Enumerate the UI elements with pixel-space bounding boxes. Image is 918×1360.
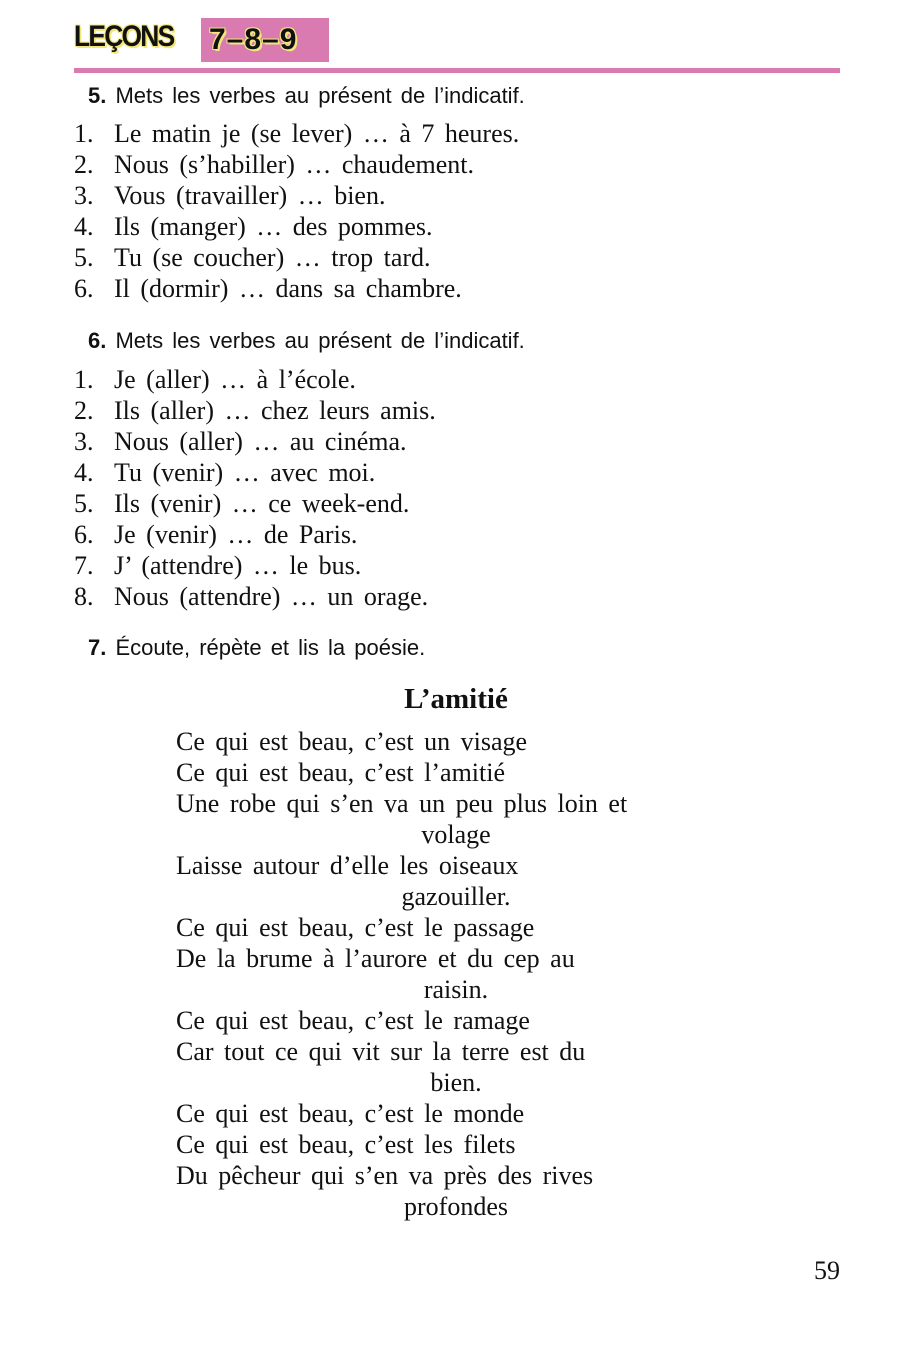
item-text: Ils (venir) … ce week-end. [114, 489, 410, 518]
list-item [74, 426, 436, 457]
header-divider [74, 68, 840, 73]
list-item [74, 519, 436, 550]
exercise-5-text: Mets les verbes au présent de l’indicatif. [115, 83, 525, 108]
list-item [74, 581, 436, 612]
item-number: 2. [74, 150, 94, 179]
page-number: 59 [814, 1256, 840, 1285]
list-item [74, 550, 436, 581]
lesson-numbers: 7–8–9 [209, 23, 298, 56]
item-number: 4. [74, 212, 94, 241]
list-item [74, 488, 436, 519]
item-number: 1. [74, 119, 94, 148]
poem-line: profondes [404, 1192, 508, 1221]
item-text: Il (dormir) … dans sa chambre. [114, 274, 462, 303]
poem-line: Ce qui est beau, c’est le monde [176, 1099, 525, 1128]
exercise-6-number: 6. [88, 328, 107, 353]
item-number: 6. [74, 274, 94, 303]
item-text: Nous (s’habiller) … chaudement. [114, 150, 475, 179]
list-item [74, 273, 519, 304]
item-number: 5. [74, 489, 94, 518]
poem-line: bien. [430, 1068, 482, 1097]
item-text: Nous (aller) … au cinéma. [114, 427, 407, 456]
item-text: Je (venir) … de Paris. [114, 520, 358, 549]
poem-line: Ce qui est beau, c’est un visage [176, 727, 528, 756]
exercise-6-instruction [88, 328, 525, 354]
poem-body [176, 726, 736, 1222]
exercise-7-instruction [88, 635, 425, 661]
list-item [74, 211, 519, 242]
item-text: Tu (se coucher) … trop tard. [114, 243, 431, 272]
poem-line: volage [421, 820, 491, 849]
item-text: Le matin je (se lever) … à 7 heures. [114, 119, 520, 148]
lesson-number-badge [201, 18, 329, 62]
poem-title: L’amitié [404, 683, 508, 715]
poem-line: De la brume à l’aurore et du cep au [176, 944, 575, 973]
item-number: 8. [74, 582, 94, 611]
item-number: 4. [74, 458, 94, 487]
exercise-7-number: 7. [88, 635, 107, 660]
list-item [74, 364, 436, 395]
item-number: 7. [74, 551, 94, 580]
item-number: 3. [74, 181, 94, 210]
item-text: Ils (manger) … des pommes. [114, 212, 433, 241]
exercise-6-text: Mets les verbes au présent de l’indicatif. [115, 328, 525, 353]
item-number: 5. [74, 243, 94, 272]
exercise-6-list [74, 364, 436, 612]
item-text: J’ (attendre) … le bus. [114, 551, 362, 580]
poem-line: Car tout ce qui vit sur la terre est du [176, 1037, 586, 1066]
poem-line: Une robe qui s’en va un peu plus loin et [176, 789, 628, 818]
item-text: Ils (aller) … chez leurs amis. [114, 396, 436, 425]
list-item [74, 457, 436, 488]
poem-line: raisin. [423, 975, 489, 1004]
exercise-5-list [74, 118, 519, 304]
item-text: Vous (travailler) … bien. [114, 181, 386, 210]
exercise-7-text: Écoute, répète et lis la poésie. [115, 635, 426, 660]
item-number: 6. [74, 520, 94, 549]
poem-line: Ce qui est beau, c’est le passage [176, 913, 535, 942]
list-item [74, 395, 436, 426]
poem-line: Ce qui est beau, c’est le ramage [176, 1006, 530, 1035]
exercise-5-instruction [88, 83, 525, 109]
poem-line: gazouiller. [401, 882, 511, 911]
item-number: 3. [74, 427, 94, 456]
poem-line: Du pêcheur qui s’en va près des rives [176, 1161, 594, 1190]
list-item [74, 180, 519, 211]
exercise-5-number: 5. [88, 83, 107, 108]
poem-line: Ce qui est beau, c’est les filets [176, 1130, 516, 1159]
item-text: Nous (attendre) … un orage. [114, 582, 429, 611]
item-text: Tu (venir) … avec moi. [114, 458, 376, 487]
item-text: Je (aller) … à l’école. [114, 365, 356, 394]
list-item [74, 118, 519, 149]
poem-line: Laisse autour d’elle les oiseaux [176, 851, 519, 880]
list-item [74, 149, 519, 180]
item-number: 1. [74, 365, 94, 394]
list-item [74, 242, 519, 273]
item-number: 2. [74, 396, 94, 425]
poem-line: Ce qui est beau, c’est l’amitié [176, 758, 506, 787]
lesson-label: LEÇONS [74, 20, 174, 53]
